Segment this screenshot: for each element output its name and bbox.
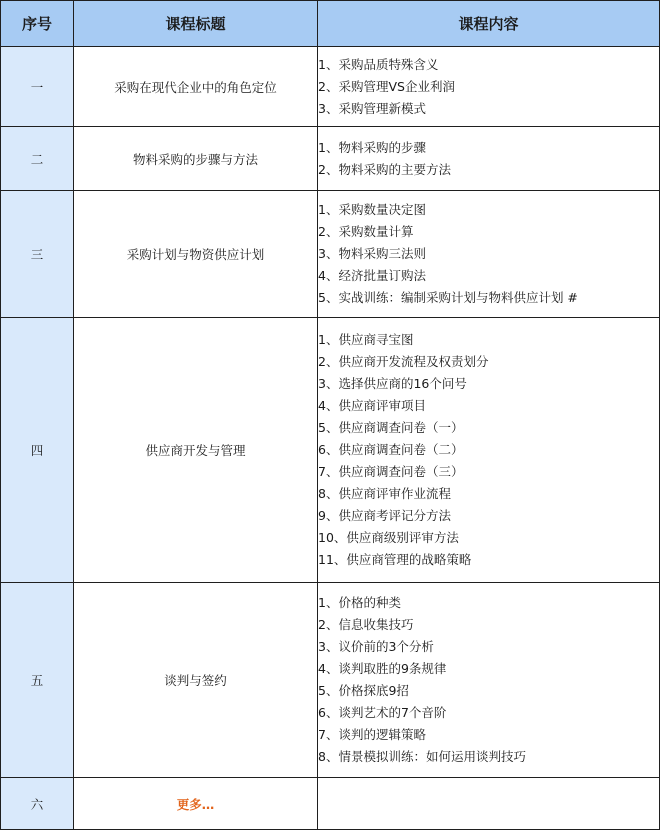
list-item: 6、供应商调查问卷（二） [318, 442, 464, 457]
list-item: 1、供应商寻宝图 [318, 332, 414, 347]
list-item: 5、供应商调查问卷（一） [318, 420, 464, 435]
list-item: 5、实战训练：编制采购计划与物料供应计划 # [318, 290, 578, 305]
list-item: 8、供应商评审作业流程 [318, 486, 451, 501]
row-content [318, 47, 660, 127]
row-content [318, 127, 660, 191]
list-item: 1、采购品质特殊含义 [318, 56, 439, 72]
list-item: 5、价格探底9招 [318, 683, 409, 698]
table-row [1, 47, 660, 127]
header-title: 课程标题 [74, 1, 318, 47]
list-item: 2、物料采购的主要方法 [318, 161, 451, 177]
row-seq: 五 [1, 583, 74, 778]
list-item: 4、经济批量订购法 [318, 268, 426, 283]
list-item: 1、物料采购的步骤 [318, 139, 426, 155]
list-item: 3、选择供应商的16个问号 [318, 376, 467, 391]
content-list [318, 199, 659, 309]
list-item: 3、议价前的3个分析 [318, 639, 434, 654]
table-row [1, 778, 660, 830]
list-item: 4、谈判取胜的9条规律 [318, 661, 447, 676]
list-item: 7、谈判的逻辑策略 [318, 727, 426, 742]
list-item: 3、采购管理新模式 [318, 100, 426, 116]
row-content [318, 318, 660, 583]
list-item: 10、供应商级别评审方法 [318, 530, 459, 545]
content-list [318, 592, 659, 768]
row-content [318, 191, 660, 318]
row-seq: 三 [1, 191, 74, 318]
list-item: 8、情景模拟训练：如何运用谈判技巧 [318, 749, 526, 764]
row-content [318, 778, 660, 830]
header-content: 课程内容 [318, 1, 660, 47]
row-title: 采购计划与物资供应计划 [74, 191, 318, 318]
list-item: 3、物料采购三法则 [318, 246, 426, 261]
table-row [1, 191, 660, 318]
list-item: 1、价格的种类 [318, 595, 401, 610]
content-list [318, 329, 659, 571]
row-seq: 一 [1, 47, 74, 127]
table-row [1, 127, 660, 191]
row-title: 谈判与签约 [74, 583, 318, 778]
list-item: 2、采购管理VS企业利润 [318, 78, 455, 94]
row-title: 采购在现代企业中的角色定位 [74, 47, 318, 127]
list-item: 9、供应商考评记分方法 [318, 508, 451, 523]
list-item: 6、谈判艺术的7个音阶 [318, 705, 447, 720]
table-row [1, 583, 660, 778]
header-row [1, 1, 660, 47]
more-link[interactable]: 更多… [74, 778, 318, 830]
row-seq: 四 [1, 318, 74, 583]
row-title: 供应商开发与管理 [74, 318, 318, 583]
header-seq: 序号 [1, 1, 74, 47]
content-list [318, 54, 659, 120]
row-title: 物料采购的步骤与方法 [74, 127, 318, 191]
list-item: 4、供应商评审项目 [318, 398, 426, 413]
list-item: 11、供应商管理的战略策略 [318, 552, 472, 567]
row-seq: 二 [1, 127, 74, 191]
table-row [1, 318, 660, 583]
list-item: 7、供应商调查问卷（三） [318, 464, 464, 479]
list-item: 2、信息收集技巧 [318, 617, 414, 632]
list-item: 2、采购数量计算 [318, 224, 414, 239]
list-item: 1、采购数量决定图 [318, 202, 426, 217]
row-seq: 六 [1, 778, 74, 830]
list-item: 2、供应商开发流程及权责划分 [318, 354, 489, 369]
content-list [318, 137, 659, 181]
row-content [318, 583, 660, 778]
